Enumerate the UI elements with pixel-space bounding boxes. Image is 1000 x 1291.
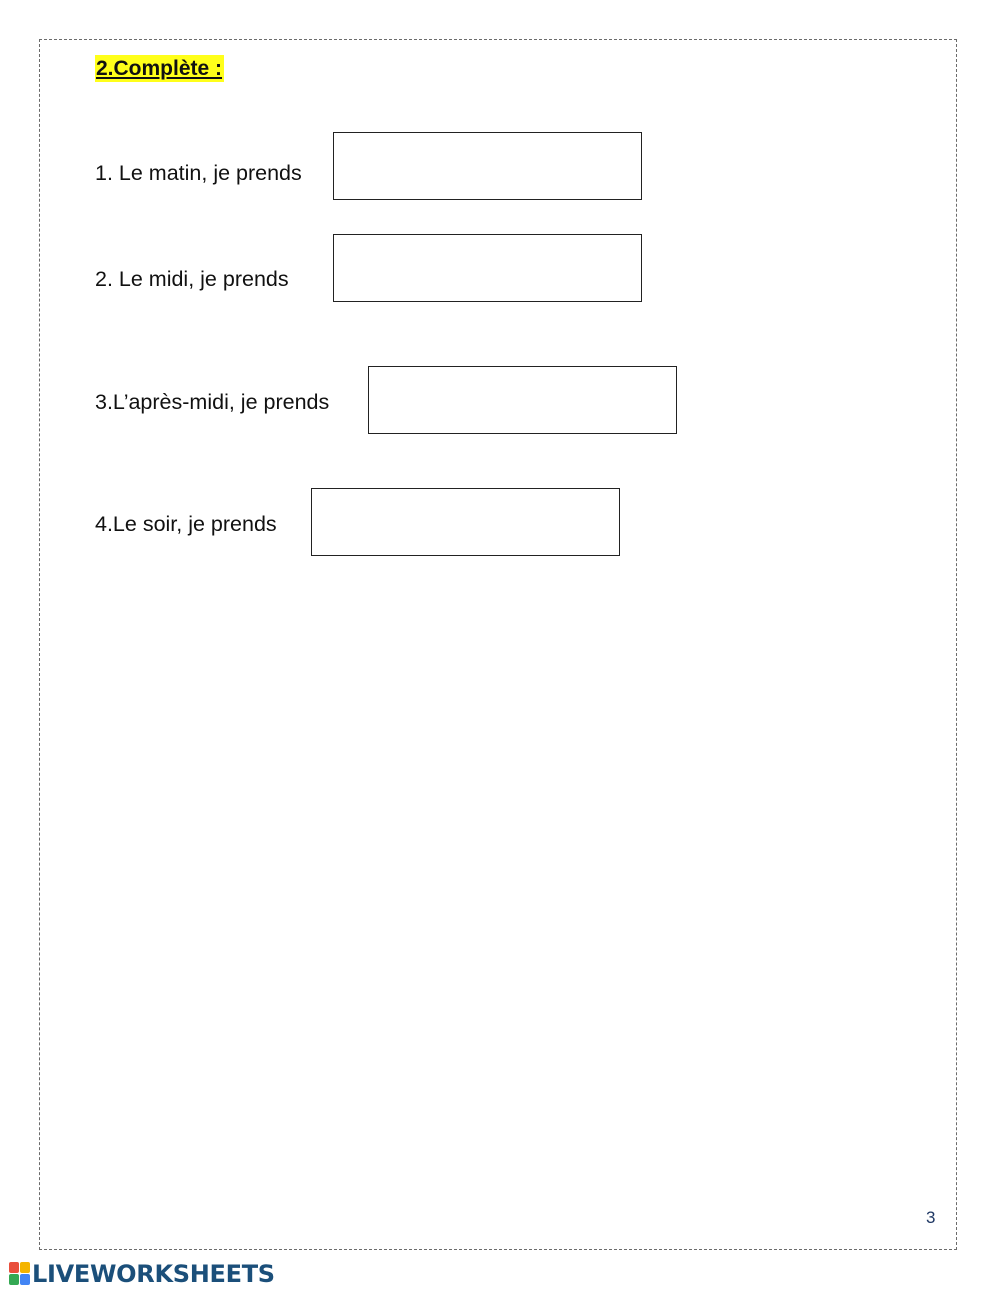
liveworksheets-logo[interactable] — [9, 1259, 275, 1289]
page-frame — [39, 39, 957, 1250]
prompt-3: 3.L’après-midi, je prends — [95, 390, 330, 414]
logo-tile-blue — [20, 1274, 30, 1285]
logo-tile-green — [9, 1274, 19, 1285]
liveworksheets-logo-icon — [9, 1262, 30, 1286]
logo-tile-red — [9, 1262, 19, 1273]
prompt-2: 2. Le midi, je prends — [95, 267, 289, 291]
prompt-1: 1. Le matin, je prends — [95, 161, 302, 185]
prompt-4: 4.Le soir, je prends — [95, 512, 277, 536]
liveworksheets-logo-text: LIVEWORKSHEETS — [32, 1260, 275, 1288]
answer-box-3[interactable] — [368, 366, 677, 434]
answer-box-4[interactable] — [311, 488, 620, 556]
page-number: 3 — [926, 1208, 936, 1227]
logo-tile-yellow — [20, 1262, 30, 1273]
answer-box-1[interactable] — [333, 132, 642, 200]
section-heading: 2.Complète : — [96, 57, 223, 80]
answer-box-2[interactable] — [333, 234, 642, 302]
